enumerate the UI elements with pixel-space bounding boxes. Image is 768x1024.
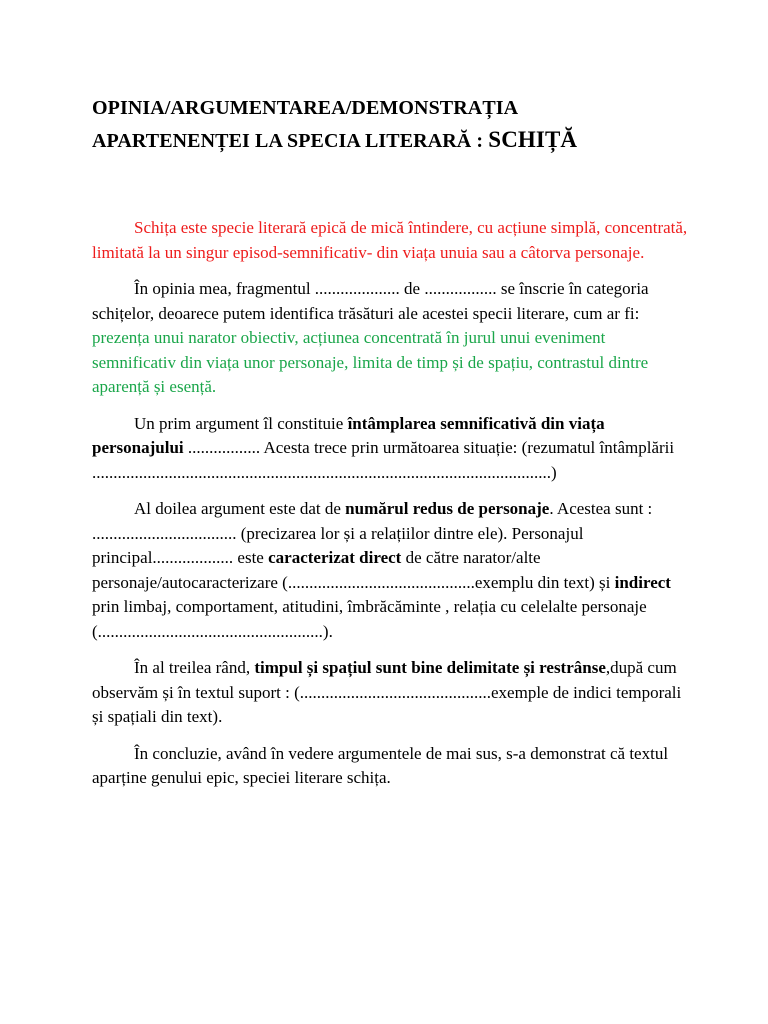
title-line-2 [92, 124, 732, 157]
features-list-text: prezența unui narator obiectiv, acțiunea concentrată în jurul unui eveniment semnificativ din viața unor personaje, limita de timp și de spațiu, contrastul dintre aparență și esență. [92, 328, 649, 396]
definition-paragraph: Schița este specie literară epică de mică întindere, cu acțiune simplă, concentrată, limitată la un singur episod-semnificativ- din viața unuia sau a câtorva personaje. [92, 218, 688, 262]
opinion-paragraph [92, 277, 692, 400]
arg2-mid-1: . Acestea sunt : .................................. (precizarea lor și a relațiilor dintre ele). Personajul principal................... este [92, 499, 653, 567]
title-line-2-prefix: APARTENENȚEI LA SPECIA LITERARĂ : [92, 130, 489, 152]
arg3-pre: În al treilea rând, [134, 658, 255, 677]
conclusion-paragraph: În concluzie, având în vedere argumentele de mai sus, s-a demonstrat că textul aparține genului epic, speciei literare schița. [92, 743, 669, 787]
arg1-bold: întâmplarea semnificativă din viața personajului [92, 413, 605, 457]
title-emphasis: SCHIȚĂ [488, 127, 578, 152]
first-argument-paragraph [92, 412, 692, 486]
arg2-mid-2: de către narator/alte personaje/autocaracterizare (............................................exemplu din text) și [92, 548, 615, 592]
arg1-pre: Un prim argument îl constituie [134, 413, 348, 433]
document-body [92, 216, 692, 803]
arg1-post: ................. Acesta trece prin următoarea situație: (rezumatul întâmplării ............................................................................................................) [92, 438, 675, 482]
arg2-bold-indirect: indirect [614, 572, 671, 592]
arg2-bold-direct: caracterizat direct [268, 548, 402, 567]
arg3-bold: timpul și spațiul sunt bine delimitate și restrânse [254, 658, 606, 677]
title-line-1: OPINIA/ARGUMENTAREA/DEMONSTRAȚIA [92, 97, 519, 119]
arg2-bold-characters: numărul redus de personaje [345, 499, 550, 518]
arg3-post: ,după cum observăm și în textul suport : (.............................................exemple de indici temporali și spațiali din text). [92, 658, 682, 726]
arg2-pre: Al doilea argument este dat de [134, 499, 346, 518]
opinion-text: În opinia mea, fragmentul .................... de ................. se înscrie în categoria schițelor, deoarece putem identifica trăsături ale acestei specii literare, cum ar fi: [92, 279, 649, 323]
arg2-post: prin limbaj, comportament, atitudini, îmbrăcăminte , relația cu celelalte personaje (.....................................................). [92, 597, 647, 641]
third-argument-paragraph [92, 656, 692, 730]
second-argument-paragraph [92, 497, 692, 644]
document-title [92, 92, 732, 157]
